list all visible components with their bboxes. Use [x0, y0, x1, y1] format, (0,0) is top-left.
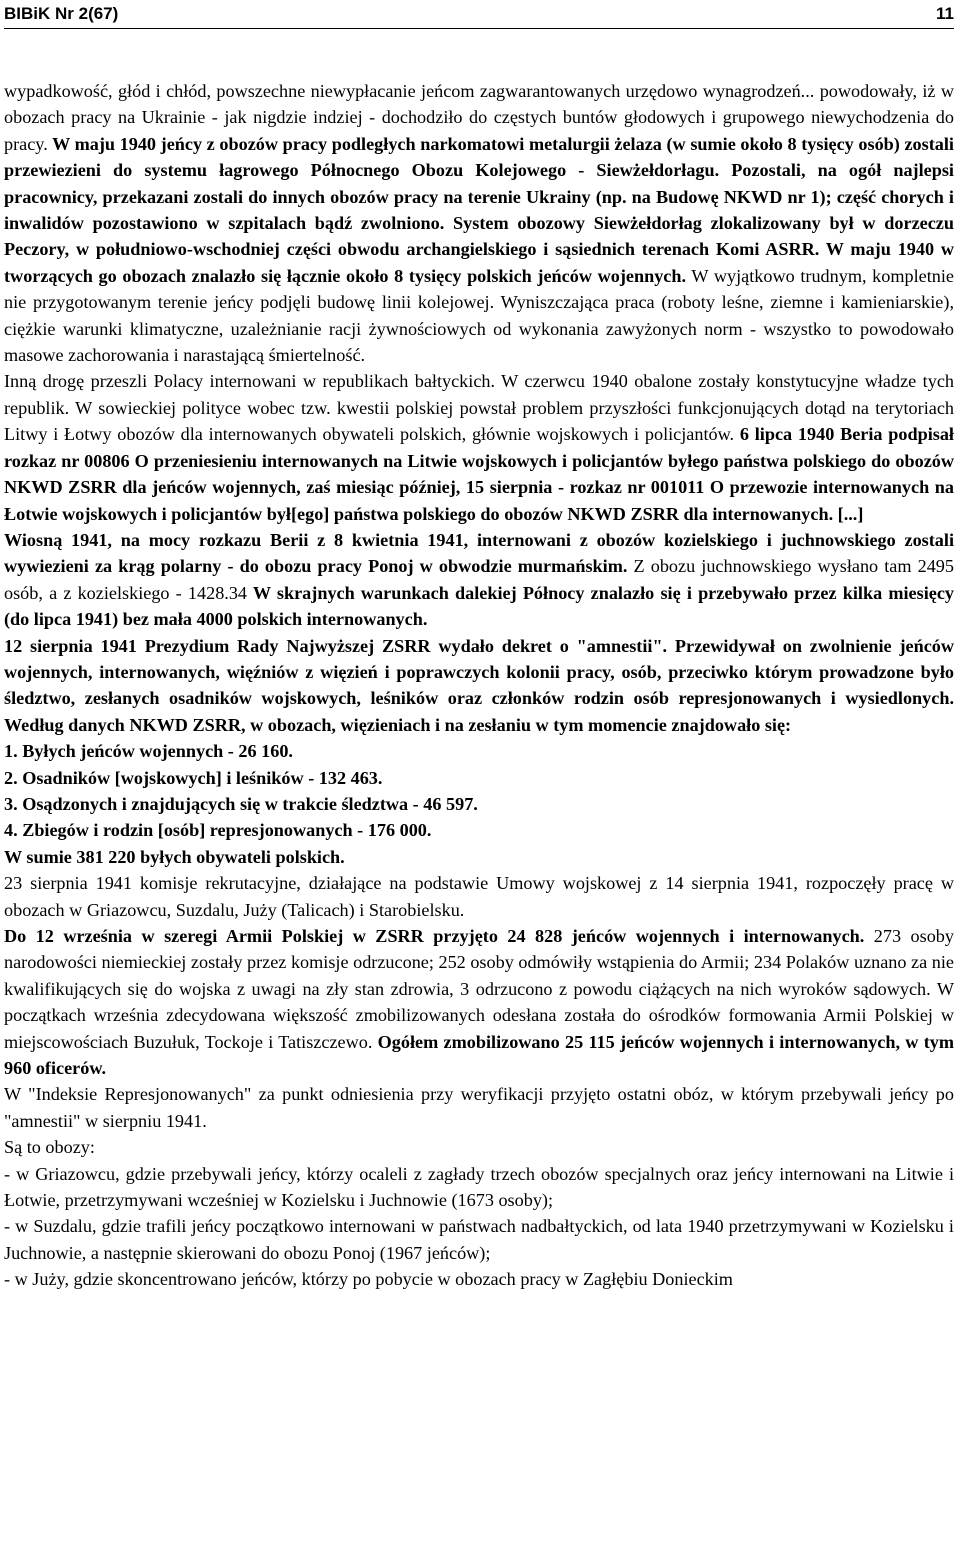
list-item: [4, 738, 954, 764]
bold-span: W skrajnych warunkach dalekiej Północy znalazło się i przebywało przez kilka miesięcy (do lipca 1941) bez mała 4000 polskich internowanych.: [4, 582, 954, 630]
text-span: Inną drogę przeszli Polacy internowani w republikach bałtyckich. W czerwcu 1940 obalone zostały konstytucyjne władze tych republik. W sowieckiej polityce wobec tzw. kwestii polskiej powstał problem przyszłości funkcjonujących dotąd na terytoriach Litwy i Łotwy obozów dla internowanych obywateli polskich, głównie wojskowych i policjantów.: [4, 371, 954, 445]
paragraph: [4, 923, 954, 1081]
paragraph: [4, 527, 954, 633]
text-span: 23 sierpnia 1941 komisje rekrutacyjne, działające na podstawie Umowy wojskowej z 14 sierpnia 1941, rozpoczęły pracę w obozach w Griazowcu, Suzdalu, Juży (Talicach) i Starobielsku.: [4, 873, 954, 920]
paragraph: [4, 1081, 954, 1134]
list-item-text: 1. Byłych jeńców wojennych - 26 160.: [4, 741, 293, 762]
text-span: wypadkowość, głód i chłód, powszechne niewypłacanie jeńcom zagwarantowanych urzędowo wynagrodzeń... powodowały, iż w obozach pracy na Ukrainie - jak nigdzie indziej - dochodziło do częstych buntów głodowych i grupowego niewychodzenia do pracy.: [4, 81, 954, 154]
text-span: W wyjątkowo trudnym, kompletnie nie przygotowanym terenie jeńcy podjęli budowę linii kolejowej. Wyniszczająca praca (roboty leśne, ziemne i kamieniarskie), ciężkie warunki klimatyczne, uzależnianie racji żywnościowych od wykonania zawyżonych norm - wszystko to powodowało masowe zachorowania i narastającą śmiertelność.: [4, 265, 954, 366]
page-number: 11: [936, 4, 954, 23]
paragraph: [4, 1161, 954, 1214]
text-span: 273 osoby narodowości niemieckiej zostały przez komisje odrzucone; 252 osoby odmówiły wstąpienia do Armii; 234 Polaków uznano za nie kwalifikujących się do wojska z uwagi na zły stan zdrowia, 3 odrzucono z powodu ciążących na nich wyroków sądowych. W początkach września zdecydowana większość zmobilizowanych odesłana została do ośrodków formowania Armii Polskiej w miejscowościach Buzułuk, Tockoje i Tatiszczewo.: [4, 926, 954, 1052]
list-item: [4, 817, 954, 843]
text-span: W "Indeksie Represjonowanych" za punkt odniesienia przy weryfikacji przyjęto ostatni obóz, w którym przebywali jeńcy po "amnestii" w sierpniu 1941.: [4, 1084, 954, 1131]
bold-span: Do 12 września w szeregi Armii Polskiej w ZSRR przyjęto 24 828 jeńców wojennych i internowanych.: [4, 926, 865, 946]
bold-span: 12 sierpnia 1941 Prezydium Rady Najwyższej ZSRR wydało dekret o "amnestii". Przewidywał on zwolnienie jeńców wojennych, internowanych, więźniów z więzień i poprawczych kolonii pracy, osób, przeciwko którym prowadzone było śledztwo, zesłanych osadników wojskowych, leśników oraz członków rodzin osób represjonowanych i wysiedlonych. Według danych NKWD ZSRR, w obozach, więzieniach i na zesłaniu w tym momencie znajdowało się:: [4, 635, 954, 735]
summary-line: [4, 844, 954, 870]
list-item-text: 2. Osadników [wojskowych] i leśników - 132 463.: [4, 767, 383, 788]
paragraph: [4, 1213, 954, 1266]
list-item: [4, 765, 954, 791]
paragraph: [4, 78, 954, 368]
text-span: - w Griazowcu, gdzie przebywali jeńcy, którzy ocaleli z zagłady trzech obozów specjalnych oraz jeńcy internowani na Litwie i Łotwie, przetrzymywani wcześniej w Kozielsku i Juchnowie (1673 osoby);: [4, 1163, 954, 1211]
bold-span: Wiosną 1941, na mocy rozkazu Berii z 8 kwietnia 1941, internowani z obozów kozielskiego i juchnowskiego zostali wywiezieni za krąg polarny - do obozu pracy Ponoj w obwodzie murmańskim.: [4, 529, 954, 577]
list-item: [4, 791, 954, 817]
text-span: - w Juży, gdzie skoncentrowano jeńców, którzy po pobycie w obozach pracy w Zagłębiu Donieckim: [4, 1269, 733, 1290]
summary-text: W sumie 381 220 byłych obywateli polskich.: [4, 846, 345, 867]
bold-span: W maju 1940 jeńcy z obozów pracy podległych narkomatowi metalurgii żelaza (w sumie około 8 tysięcy osób) zostali przewiezieni do systemu łagrowego Północnego Obozu Kolejowego - Siewżełdorłagu. Pozostali, na ogół najlepsi pracownicy, przekazani zostali do innych obozów pracy na terenie Ukrainy (np. na Budowę NKWD nr 1); część chorych i inwalidów pozostawiono w szpitalach bądź zwolniono. System obozowy Siewżełdorłag zlokalizowany był w dorzeczu Peczory, w południowo-wschodniej części obwodu archangielskiego i sąsiednich terenach Komi ASRR. W maju 1940 w tworzących go obozach znalazło się łącznie około 8 tysięcy polskich jeńców wojennych.: [4, 133, 954, 286]
text-span: Są to obozy:: [4, 1137, 95, 1158]
document-body: [4, 78, 954, 1293]
bold-span: 6 lipca 1940 Beria podpisał rozkaz nr 00806 O przeniesieniu internowanych na Litwie wojskowych i policjantów byłego państwa polskiego do obozów NKWD ZSRR dla jeńców wojennych, zaś miesiąc później, 15 sierpnia - rozkaz nr 001011 O przewozie internowanych na Łotwie wojskowych i policjantów był[ego] państwa polskiego do obozów NKWD ZSRR dla internowanych. [...]: [4, 424, 954, 524]
text-span: Z obozu juchnowskiego wysłano tam 2495 osób, a z kozielskiego - 1428.34: [4, 556, 954, 603]
page-header: [4, 2, 954, 29]
bold-span: Ogółem zmobilizowano 25 115 jeńców wojennych i internowanych, w tym 960 oficerów.: [4, 1031, 954, 1079]
publication-title: BIBiK Nr 2(67): [4, 4, 119, 23]
text-span: - w Suzdalu, gdzie trafili jeńcy początkowo internowani w państwach nadbałtyckich, od lata 1940 przetrzymywani w Kozielsku i Juchnowie, a następnie skierowani do obozu Ponoj (1967 jeńców);: [4, 1216, 954, 1263]
paragraph: [4, 1134, 954, 1160]
paragraph: [4, 633, 954, 739]
paragraph: [4, 368, 954, 526]
list-item-text: 3. Osądzonych i znajdujących się w trakcie śledztwa - 46 597.: [4, 793, 478, 814]
paragraph: [4, 870, 954, 923]
paragraph: [4, 1266, 954, 1292]
list-item-text: 4. Zbiegów i rodzin [osób] represjonowanych - 176 000.: [4, 820, 432, 841]
